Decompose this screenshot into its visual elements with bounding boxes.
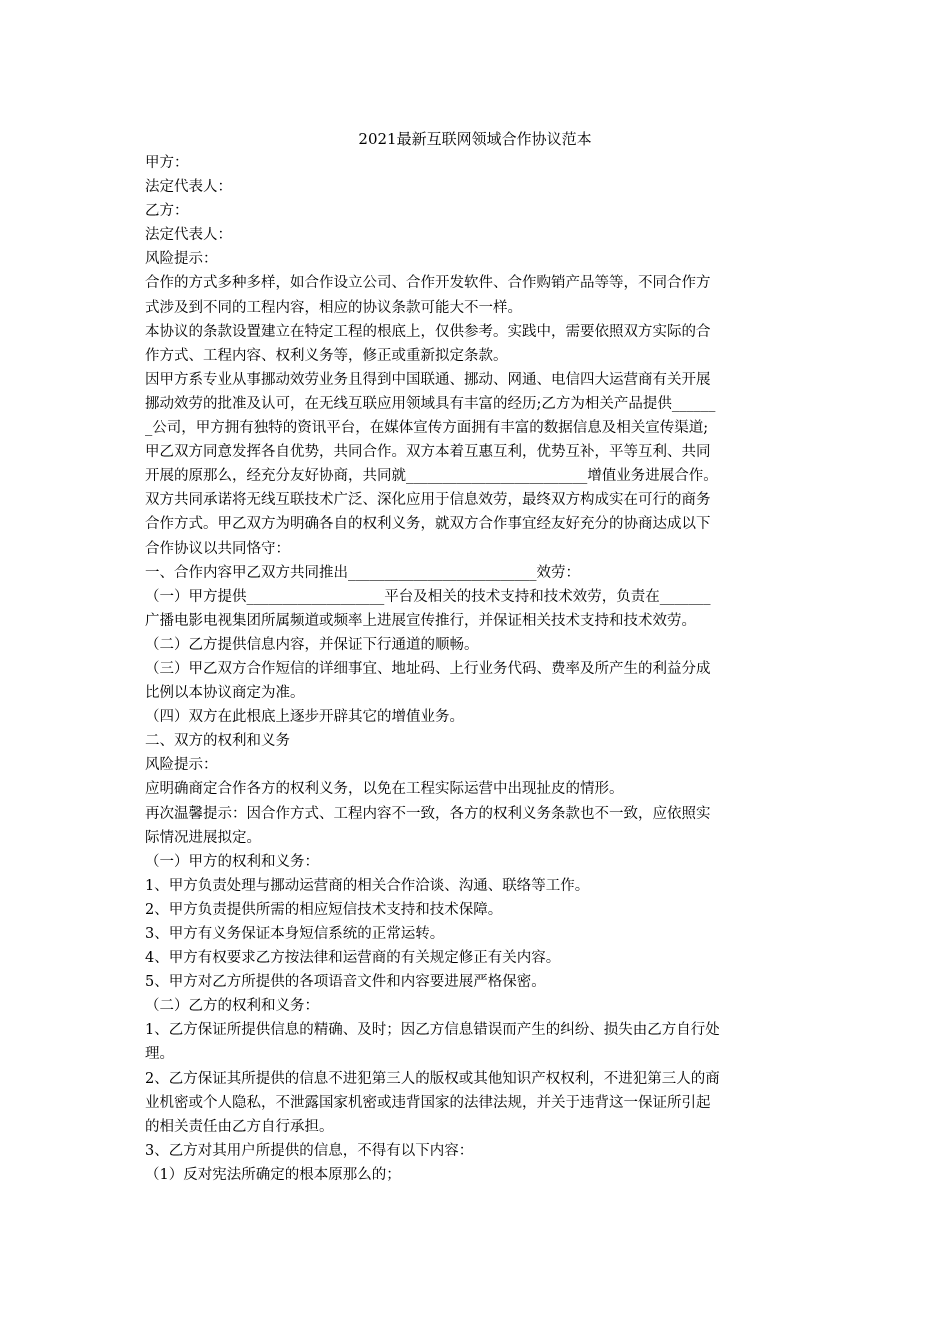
body-line: 理。 (145, 1046, 174, 1063)
body-line: （二）乙方提供信息内容，并保证下行通道的顺畅。 (145, 636, 479, 653)
body-line: 作方式、工程内容、权利义务等，修正或重新拟定条款。 (145, 347, 508, 364)
body-line: 二、双方的权利和义务 (145, 733, 290, 750)
body-line: 合作协议以共同恪守： (145, 540, 290, 557)
body-line: 1、甲方负责处理与挪动运营商的相关合作洽谈、沟通、联络等工作。 (145, 877, 590, 894)
body-line: 际情况进展拟定。 (145, 829, 261, 846)
body-line: （一）甲方提供___________________平台及相关的技术支持和技术效劳，负责在_______ (145, 588, 711, 605)
body-line: _公司，甲方拥有独特的资讯平台，在媒体宣传方面拥有丰富的数据信息及相关宣传渠道; (145, 420, 709, 437)
body-line: （四）双方在此根底上逐步开辟其它的增值业务。 (145, 709, 464, 726)
body-line: 甲方： (145, 155, 189, 171)
body-line: 本协议的条款设置建立在特定工程的根底上，仅供参考。实践中，需要依照双方实际的合 (145, 323, 711, 340)
body-line: 式涉及到不同的工程内容，相应的协议条款可能大不一样。 (145, 299, 522, 316)
body-line: 风险提示： (145, 251, 218, 268)
body-line: 乙方： (145, 203, 189, 220)
body-line: 甲乙双方同意发挥各自优势，共同合作。双方本着互惠互利，优势互补，平等互利、共同 (145, 444, 711, 461)
body-line: 双方共同承诺将无线互联技术广泛、深化应用于信息效劳，最终双方构成实在可行的商务 (145, 492, 711, 509)
body-line: （一）甲方的权利和义务： (145, 853, 319, 870)
body-line: 1、乙方保证所提供信息的精确、及时；因乙方信息错误而产生的纠纷、损失由乙方自行处 (145, 1022, 720, 1039)
body-line: 2、乙方保证其所提供的信息不进犯第三人的版权或其他知识产权权利，不进犯第三人的商 (145, 1070, 720, 1087)
body-line: 应明确商定合作各方的权利义务，以免在工程实际运营中出现扯皮的情形。 (145, 781, 624, 798)
body-line: 广播电影电视集团所属频道或频率上进展宣传推行，并保证相关技术支持和技术效劳。 (145, 612, 696, 629)
body-line: 挪动效劳的批准及认可，在无线互联应用领域具有丰富的经历;乙方为相关产品提供______ (145, 395, 716, 412)
body-line: 3、甲方有义务保证本身短信系统的正常运转。 (145, 926, 445, 942)
body-line: 开展的原那么，经充分友好协商，共同就_________________________增值业务进展合作。 (145, 468, 718, 485)
body-line: 合作方式。甲乙双方为明确各自的权利义务，就双方合作事宜经友好充分的协商达成以下 (145, 516, 711, 533)
body-line: （二）乙方的权利和义务： (145, 998, 319, 1015)
body-line: 合作的方式多种多样，如合作设立公司、合作开发软件、合作购销产品等等，不同合作方 (145, 275, 711, 292)
document-title: 2021最新互联网领域合作协议范本 (358, 130, 592, 148)
body-line: 法定代表人： (145, 227, 232, 244)
body-line: 法定代表人： (145, 179, 232, 196)
body-line: （三）甲乙双方合作短信的详细事宜、地址码、上行业务代码、费率及所产生的利益分成 (145, 660, 711, 677)
body-line: 因甲方系专业从事挪动效劳业务且得到中国联通、挪动、网通、电信四大运营商有关开展 (145, 371, 711, 388)
body-line: 4、甲方有权要求乙方按法律和运营商的有关规定修正有关内容。 (145, 950, 561, 967)
document-body (145, 151, 810, 1187)
body-line: 3、乙方对其用户所提供的信息，不得有以下内容： (145, 1142, 474, 1159)
body-line: （1）反对宪法所确定的根本原那么的； (145, 1166, 401, 1183)
body-line: 一、合作内容甲乙双方共同推出__________________________效劳： (145, 564, 580, 581)
body-line: 2、甲方负责提供所需的相应短信技术支持和技术保障。 (145, 901, 503, 918)
body-line: 再次温馨提示：因合作方式、工程内容不一致，各方的权利义务条款也不一致，应依照实 (145, 805, 711, 822)
body-line: 风险提示： (145, 757, 218, 774)
body-line: 比例以本协议商定为准。 (145, 685, 305, 702)
body-line: 的相关责任由乙方自行承担。 (145, 1118, 334, 1135)
body-line: 5、甲方对乙方所提供的各项语音文件和内容要进展严格保密。 (145, 974, 546, 991)
body-line: 业机密或个人隐私，不泄露国家机密或违背国家的法律法规，并关于违背这一保证所引起 (145, 1094, 711, 1111)
